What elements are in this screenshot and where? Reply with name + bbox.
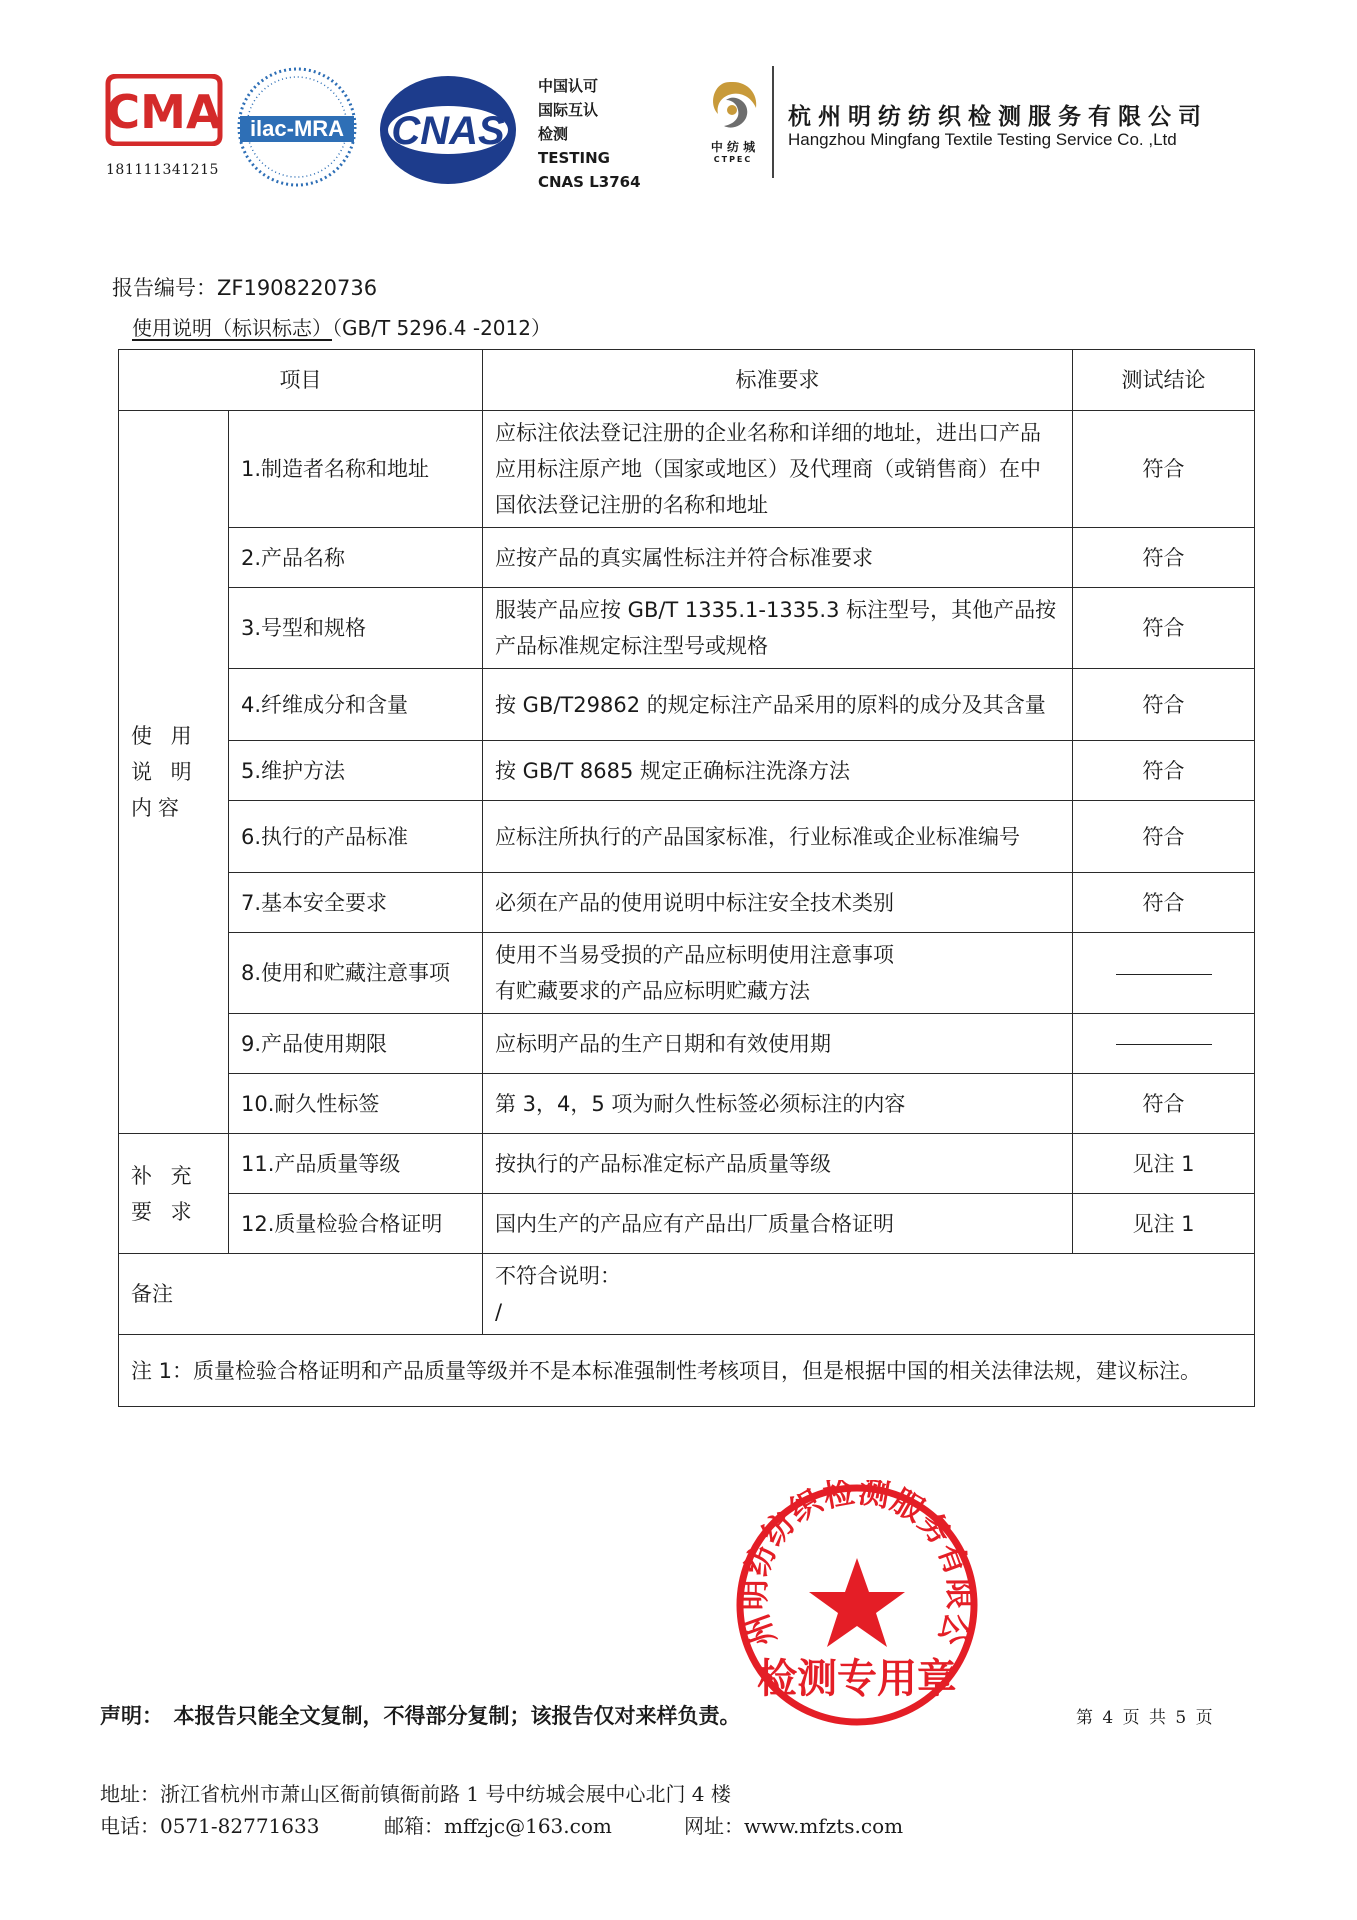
company-name-en: Hangzhou Mingfang Textile Testing Service Co. ,Ltd <box>788 130 1177 149</box>
table-row <box>119 669 1255 741</box>
row-item: 4.纤维成分和含量 <box>229 669 483 741</box>
row-result: 符合 <box>1073 528 1255 588</box>
row-result: 符合 <box>1073 1074 1255 1134</box>
row-result-dash <box>1073 933 1255 1014</box>
row-result: 符合 <box>1073 588 1255 669</box>
row-requirement: 国内生产的产品应有产品出厂质量合格证明 <box>483 1194 1073 1254</box>
group-label-usage-instructions: 使 用 说 明内容 <box>119 411 229 1134</box>
official-seal <box>732 1480 982 1730</box>
row-requirement: 必须在产品的使用说明中标注安全技术类别 <box>483 873 1073 933</box>
dash-line <box>1116 1044 1212 1045</box>
table-row <box>119 528 1255 588</box>
group-label-supplementary: 补 充 要 求 <box>119 1134 229 1254</box>
row-requirement: 服装产品应按 GB/T 1335.1-1335.3 标注型号，其他产品按产品标准规定标注型号或规格 <box>483 588 1073 669</box>
row-result: 符合 <box>1073 669 1255 741</box>
row-requirement: 应标明产品的生产日期和有效使用期 <box>483 1014 1073 1074</box>
table-row <box>119 1194 1255 1254</box>
table-header-row <box>119 350 1255 411</box>
footer-email: 邮箱：mffzjc@163.com <box>384 1814 612 1838</box>
row-requirement: 应标注所执行的产品国家标准，行业标准或企业标准编号 <box>483 801 1073 873</box>
cnas-line: 国际互认 <box>538 101 599 119</box>
row-item: 5.维护方法 <box>229 741 483 801</box>
row-item: 12.质量检验合格证明 <box>229 1194 483 1254</box>
remarks-label: 备注 <box>119 1254 483 1335</box>
cnas-line: TESTING <box>538 149 610 167</box>
row-item: 7.基本安全要求 <box>229 873 483 933</box>
requirement-line: 有贮藏要求的产品应标明贮藏方法 <box>495 979 810 1003</box>
cnas-line: CNAS L3764 <box>538 173 641 191</box>
report-statement: 声明： 本报告只能全文复制，不得部分复制；该报告仅对来样负责。 <box>100 1704 741 1728</box>
table-row <box>119 873 1255 933</box>
footer-phone: 电话：0571-82771633 <box>100 1814 320 1838</box>
table-row <box>119 588 1255 669</box>
row-requirement: 第 3，4，5 项为耐久性标签必须标注的内容 <box>483 1074 1073 1134</box>
header-divider <box>772 66 774 178</box>
ctpec-en-label: CTPEC <box>713 155 753 164</box>
row-result-dash <box>1073 1014 1255 1074</box>
row-requirement: 按 GB/T29862 的规定标注产品采用的原料的成分及其含量 <box>483 669 1073 741</box>
row-result: 见注 1 <box>1073 1134 1255 1194</box>
row-requirement: 应标注依法登记注册的企业名称和详细的地址，进出口产品应用标注原产地（国家或地区）及代理商（或销售商）在中国依法登记注册的名称和地址 <box>483 411 1073 528</box>
row-item: 11.产品质量等级 <box>229 1134 483 1194</box>
table-row <box>119 1014 1255 1074</box>
section-title-standard: （GB/T 5296.4 -2012） <box>332 316 551 340</box>
remarks-content <box>483 1254 1255 1335</box>
ilac-mra-logo <box>234 64 360 190</box>
ctpec-cn-label: 中 纺 城 <box>710 140 756 154</box>
header-requirement: 标准要求 <box>483 350 1073 411</box>
footer-address: 地址：浙江省杭州市萧山区衙前镇衙前路 1 号中纺城会展中心北门 4 楼 <box>100 1782 731 1806</box>
row-requirement: 按 GB/T 8685 规定正确标注洗涤方法 <box>483 741 1073 801</box>
svg-text:检测专用章: 检测专用章 <box>757 1655 957 1702</box>
note-row <box>119 1335 1255 1407</box>
cnas-line: 中国认可 <box>538 77 599 95</box>
cnas-accreditation-text <box>538 74 641 194</box>
row-item: 3.号型和规格 <box>229 588 483 669</box>
table-row <box>119 741 1255 801</box>
report-number: 报告编号：ZF1908220736 <box>112 276 378 300</box>
row-result: 符合 <box>1073 741 1255 801</box>
remarks-row <box>119 1254 1255 1335</box>
cnas-logo <box>378 74 518 186</box>
svg-text:CMA: CMA <box>106 85 222 139</box>
svg-text:CNAS: CNAS <box>391 109 505 153</box>
cma-logo <box>104 74 224 146</box>
row-requirement: 按执行的产品标准定标产品质量等级 <box>483 1134 1073 1194</box>
ctpec-logo <box>700 78 766 164</box>
row-requirement <box>483 933 1073 1014</box>
row-result: 符合 <box>1073 873 1255 933</box>
footer-website: 网址：www.mfzts.com <box>684 1814 904 1838</box>
row-item: 6.执行的产品标准 <box>229 801 483 873</box>
remarks-title: 不符合说明： <box>495 1264 621 1288</box>
row-item: 10.耐久性标签 <box>229 1074 483 1134</box>
svg-text:杭州明纺纺织检测服务有限公司: 州明纺纺织检测服务有限公 <box>736 1480 978 1651</box>
remarks-value: / <box>495 1300 503 1324</box>
header-item: 项目 <box>119 350 483 411</box>
table-row <box>119 411 1255 528</box>
row-item: 1.制造者名称和地址 <box>229 411 483 528</box>
row-result: 符合 <box>1073 411 1255 528</box>
header-result: 测试结论 <box>1073 350 1255 411</box>
row-item: 8.使用和贮藏注意事项 <box>229 933 483 1014</box>
cma-number: 181111341215 <box>106 162 219 178</box>
row-requirement: 应按产品的真实属性标注并符合标准要求 <box>483 528 1073 588</box>
table-row <box>119 801 1255 873</box>
company-name-cn: 杭州明纺纺织检测服务有限公司 <box>788 104 1208 130</box>
row-result: 符合 <box>1073 801 1255 873</box>
section-title-main: 使用说明（标识标志） <box>132 316 332 340</box>
note-text: 注 1：质量检验合格证明和产品质量等级并不是本标准强制性考核项目，但是根据中国的相关法律法规，建议标注。 <box>119 1335 1255 1407</box>
dash-line <box>1116 974 1212 975</box>
page-indicator: 第 4 页 共 5 页 <box>1076 1708 1215 1728</box>
cnas-line: 检测 <box>538 125 569 143</box>
table-row <box>119 1074 1255 1134</box>
svg-text:ilac-MRA: ilac-MRA <box>249 116 345 141</box>
row-item: 9.产品使用期限 <box>229 1014 483 1074</box>
table-row <box>119 1134 1255 1194</box>
table-row <box>119 933 1255 1014</box>
row-result: 见注 1 <box>1073 1194 1255 1254</box>
row-item: 2.产品名称 <box>229 528 483 588</box>
label-requirements-table <box>118 349 1255 1407</box>
requirement-line: 使用不当易受损的产品应标明使用注意事项 <box>495 943 894 967</box>
section-title <box>132 312 551 341</box>
